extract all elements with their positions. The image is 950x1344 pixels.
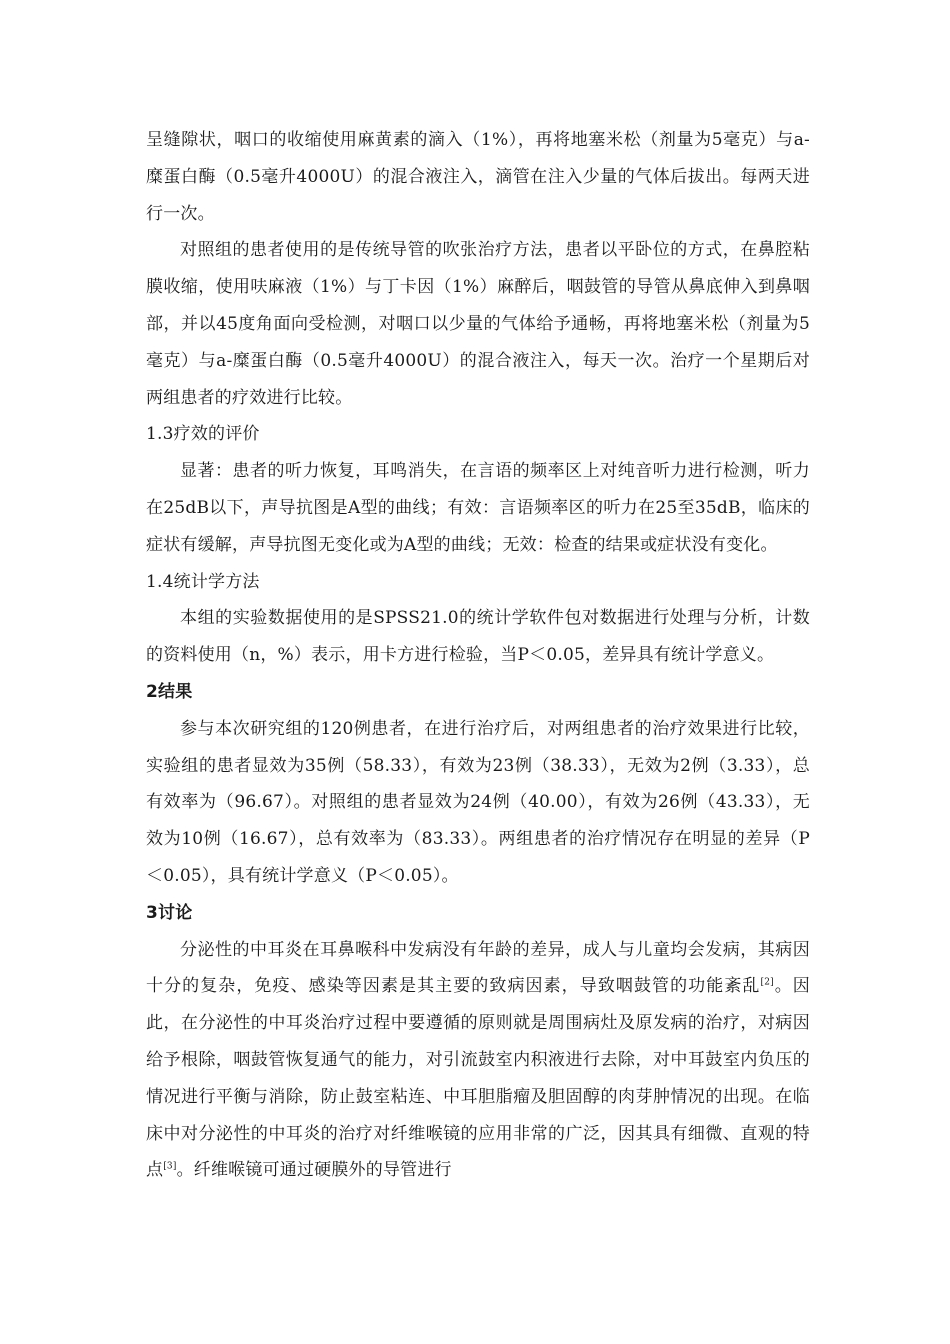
- section-3-heading: 3讨论: [146, 902, 193, 923]
- citation-ref-3: [3]: [163, 1161, 177, 1172]
- section-2-heading: 2结果: [146, 681, 193, 702]
- section-2-paragraph: 参与本次研究组的120例患者，在进行治疗后，对两组患者的治疗效果进行比较，实验组的患者显效为35例（58.33），有效为23例（38.33），无效为2例（3.33），总有效率为（96.67）。对照组的患者显效为24例（40.00），有效为26例（43.33），无效为10例（16.67），总有效率为（83.33）。两组患者的治疗情况存在明显的差异（P＜0.05），具有统计学意义（P＜0.05）。: [146, 718, 810, 886]
- section-3-text-part3: 。纤维喉镜可通过硬膜外的导管进行: [176, 1160, 452, 1181]
- document-body: [146, 122, 810, 1189]
- section-1-4-paragraph: 本组的实验数据使用的是SPSS21.0的统计学软件包对数据进行处理与分析，计数的资料使用（n，%）表示，用卡方进行检验，当P＜0.05，差异具有统计学意义。: [146, 608, 810, 666]
- section-1-3-paragraph: 显著：患者的听力恢复，耳鸣消失，在言语的频率区上对纯音听力进行检测，听力在25dB以下，声导抗图是A型的曲线；有效：言语频率区的听力在25至35dB，临床的症状有缓解，声导抗图无变化或为A型的曲线；无效：检查的结果或症状没有变化。: [146, 461, 810, 555]
- section-3-paragraph: [146, 932, 810, 1190]
- section-3-text-part2: 。因此，在分泌性的中耳炎治疗过程中要遵循的原则就是周围病灶及原发病的治疗，对病因给予根除，咽鼓管恢复通气的能力，对引流鼓室内积液进行去除，对中耳鼓室内负压的情况进行平衡与消除，防止鼓室粘连、中耳胆脂瘤及胆固醇的肉芽肿情况的出现。在临床中对分泌性的中耳炎的治疗对纤维喉镜的应用非常的广泛，因其具有细微、直观的特点: [146, 976, 810, 1181]
- section-1-3-heading: 1.3疗效的评价: [146, 424, 260, 445]
- citation-ref-2: [2]: [760, 977, 774, 988]
- section-1-4-heading: 1.4统计学方法: [146, 571, 260, 592]
- continued-paragraph: 呈缝隙状，咽口的收缩使用麻黄素的滴入（1%），再将地塞米松（剂量为5毫克）与a-糜蛋白酶（0.5毫升4000U）的混合液注入，滴管在注入少量的气体后拔出。每两天进行一次。: [146, 130, 810, 224]
- control-group-paragraph: 对照组的患者使用的是传统导管的吹张治疗方法，患者以平卧位的方式，在鼻腔粘膜收缩，使用呋麻液（1%）与丁卡因（1%）麻醉后，咽鼓管的导管从鼻底伸入到鼻咽部，并以45度角面向受检测，对咽口以少量的气体给予通畅，再将地塞米松（剂量为5毫克）与a-糜蛋白酶（0.5毫升4000U）的混合液注入，每天一次。治疗一个星期后对两组患者的疗效进行比较。: [146, 240, 810, 408]
- section-3-text-part1: 分泌性的中耳炎在耳鼻喉科中发病没有年龄的差异，成人与儿童均会发病，其病因十分的复杂，免疫、感染等因素是其主要的致病因素，导致咽鼓管的功能紊乱: [146, 939, 810, 997]
